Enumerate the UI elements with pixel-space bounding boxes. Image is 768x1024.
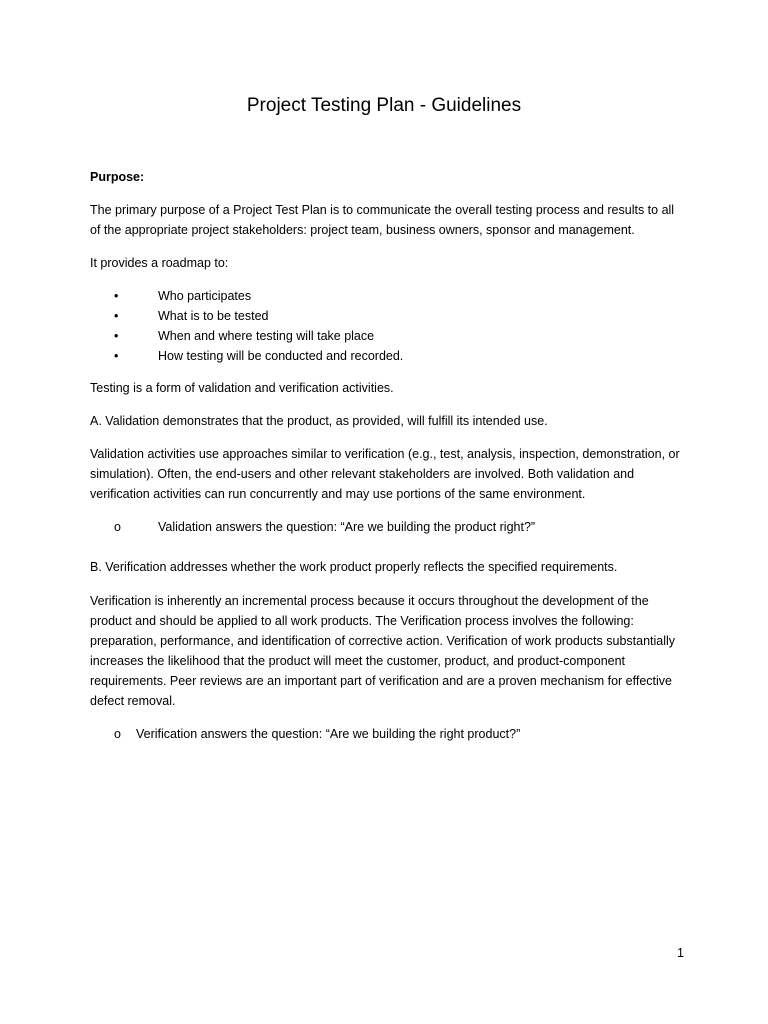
roadmap-list bbox=[90, 286, 680, 366]
verification-paragraph: Verification is inherently an incremental process because it occurs throughout the development of the product and should be applied to all work products. The Verification process involves the following: preparation, performance, and identification of corrective action. Verification of work products substantially increases the likelihood that the product will meet the customer, product, and product-component requirements. Peer reviews are an important part of verification and are a proven mechanism for effective defect removal. bbox=[90, 594, 676, 708]
purpose-paragraph: The primary purpose of a Project Test Plan is to communicate the overall testing process and results to all of the appropriate project stakeholders: project team, business owners, sponsor and management. bbox=[90, 203, 675, 237]
purpose-heading: Purpose: bbox=[90, 170, 145, 184]
list-item-text: When and where testing will take place bbox=[158, 329, 375, 343]
bullet-marker: • bbox=[114, 329, 119, 343]
validation-question-text: Validation answers the question: “Are we building the product right?” bbox=[158, 520, 536, 534]
page-title: Project Testing Plan - Guidelines bbox=[246, 95, 522, 116]
list-item-text: What is to be tested bbox=[158, 309, 269, 323]
list-item bbox=[90, 346, 680, 366]
bullet-marker: • bbox=[114, 349, 119, 363]
page-number: 1 bbox=[677, 946, 684, 960]
validation-question-item bbox=[90, 517, 690, 537]
roadmap-intro: It provides a roadmap to: bbox=[90, 256, 229, 270]
circle-bullet-marker: o bbox=[114, 727, 121, 741]
validation-paragraph: Validation activities use approaches similar to verification (e.g., test, analysis, inspection, demonstration, or simulation). Often, the end-users and other relevant stakeholders are involved. Both validation and verification activities can run concurrently and may use portions of the same environment. bbox=[90, 447, 680, 501]
verification-question-text: Verification answers the question: “Are we building the right product?” bbox=[136, 727, 521, 741]
bullet-marker: • bbox=[114, 289, 119, 303]
list-item-text: Who participates bbox=[158, 289, 252, 303]
bullet-marker: • bbox=[114, 309, 119, 323]
section-a-heading: A. Validation demonstrates that the product, as provided, will fulfill its intended use. bbox=[90, 414, 548, 428]
list-item bbox=[90, 326, 680, 346]
list-item bbox=[90, 306, 680, 326]
circle-bullet-marker: o bbox=[114, 520, 121, 534]
testing-sentence: Testing is a form of validation and verification activities. bbox=[90, 381, 394, 395]
list-item bbox=[90, 286, 680, 306]
verification-question-item bbox=[90, 724, 690, 744]
section-b-heading: B. Verification addresses whether the work product properly reflects the specified requirements. bbox=[90, 560, 618, 574]
list-item-text: How testing will be conducted and recorded. bbox=[158, 349, 404, 363]
